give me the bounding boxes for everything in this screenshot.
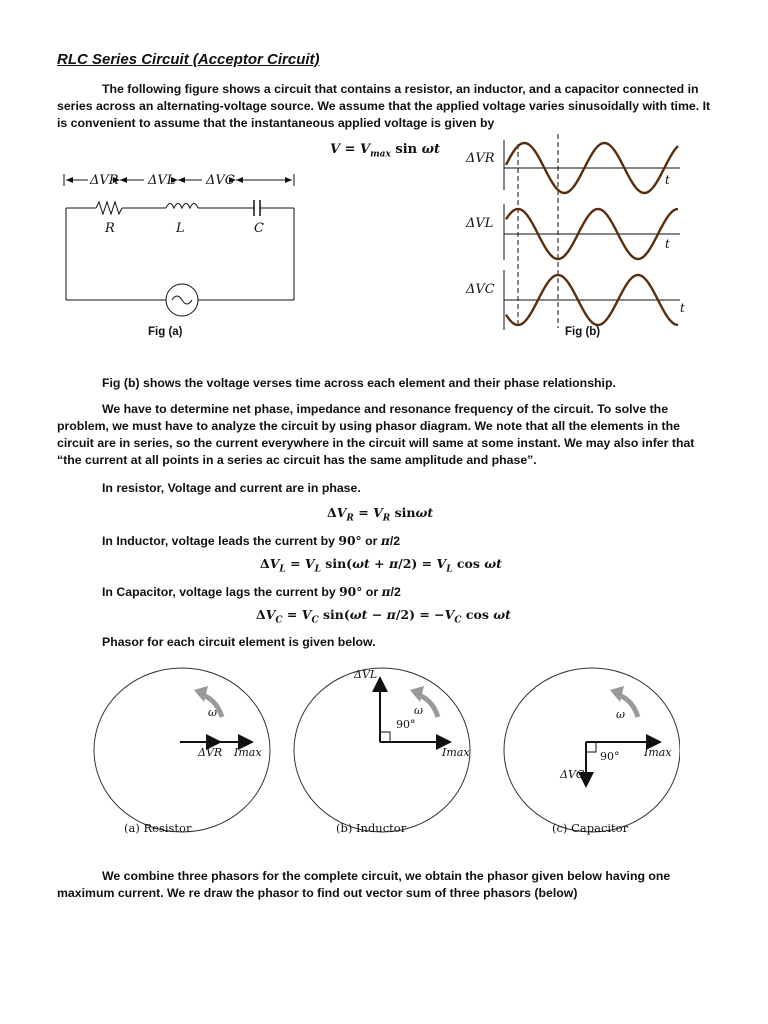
dvr-dimension-label: ΔVR — [90, 173, 119, 188]
imax-label-c: Imax — [644, 746, 672, 759]
angle-label-b: 90° — [396, 718, 416, 731]
capacitor-label: C — [254, 221, 264, 236]
fig-b-caption: Fig (b) — [565, 326, 601, 338]
page-title: RLC Series Circuit (Acceptor Circuit) — [57, 51, 320, 68]
circuit-diagram — [58, 160, 308, 325]
phasor-label-dvl: ΔVL — [354, 668, 378, 681]
resistor-phasor-caption: (a) Resistor — [124, 821, 192, 835]
imax-label-a: Imax — [234, 746, 262, 759]
method-paragraph: We have to determine net phase, impedance and resonance frequency of the circuit. To solve the problem, we must have to analyze the circuit by using phasor diagram. We note that all the elements in the circuit are in series, so the current everywhere in the circuit will same at some instant. We may also infer that “the current at all points in a series ac circuit has the same amplitude and phase”. — [57, 402, 695, 467]
resistor-label: R — [105, 221, 115, 236]
resistor-statement: In resistor, Voltage and current are in phase. — [102, 481, 361, 495]
dvc-dimension-label: ΔVC — [206, 173, 235, 188]
inductor-phasor-caption: (b) Inductor — [336, 821, 407, 835]
dvl-dimension-label: ΔVL — [148, 173, 176, 188]
intro-paragraph: The following figure shows a circuit that contains a resistor, an inductor, and a capacitor connected in series across an alternating-voltage source. We assume that the applied voltage varies sinusoidally with time. It is convenient to assume that the instantaneous applied voltage is given by — [57, 82, 711, 130]
phasor-label-dvc: ΔVC — [560, 768, 585, 781]
omega-label-a: ω — [208, 706, 217, 719]
imax-label-b: Imax — [442, 746, 470, 759]
trace-axis-vc: t — [680, 301, 685, 315]
trace-label-vc: ΔVC — [466, 282, 495, 297]
inductor-label: L — [176, 221, 185, 236]
combine-paragraph: We combine three phasors for the complete circuit, we obtain the phasor given below having one maximum current. We re draw the phasor to find out vector sum of three phasors (below) — [57, 869, 671, 900]
fig-a-caption: Fig (a) — [148, 326, 183, 338]
resistor-equation: $\Delta V_R = V_R$ sinωt — [327, 505, 434, 524]
phasor-label-dvr: ΔVR — [198, 746, 223, 759]
omega-label-c: ω — [616, 708, 625, 721]
voltage-equation: $V = V_{max}$ sin ωt — [330, 142, 441, 160]
omega-label-b: ω — [414, 704, 423, 717]
voltage-time-graph — [462, 132, 698, 332]
angle-label-c: 90° — [600, 750, 620, 763]
trace-label-vr: ΔVR — [466, 151, 495, 166]
inductor-statement: In Inductor, voltage leads the current by 90° or π/2 — [102, 533, 401, 548]
fig-b-description: Fig (b) shows the voltage verses time across each element and their phase relationship. — [102, 376, 616, 390]
trace-axis-vr: t — [665, 173, 670, 187]
capacitor-equation: $\Delta V_C = V_C$ $\sin(\omega t - \pi/2) = -V_C$ cos ωt — [256, 607, 511, 626]
capacitor-statement: In Capacitor, voltage lags the current by 90° or π/2 — [102, 584, 401, 599]
trace-label-vl: ΔVL — [466, 216, 494, 231]
capacitor-phasor-caption: (c) Capacitor — [552, 821, 629, 835]
inductor-equation: $\Delta V_L = V_L$ $\sin(\omega t + \pi/2) = V_L$ cos ωt — [260, 556, 502, 575]
phasor-intro: Phasor for each circuit element is given below. — [102, 635, 376, 649]
trace-axis-vl: t — [665, 237, 670, 251]
phasor-diagrams — [90, 660, 680, 840]
